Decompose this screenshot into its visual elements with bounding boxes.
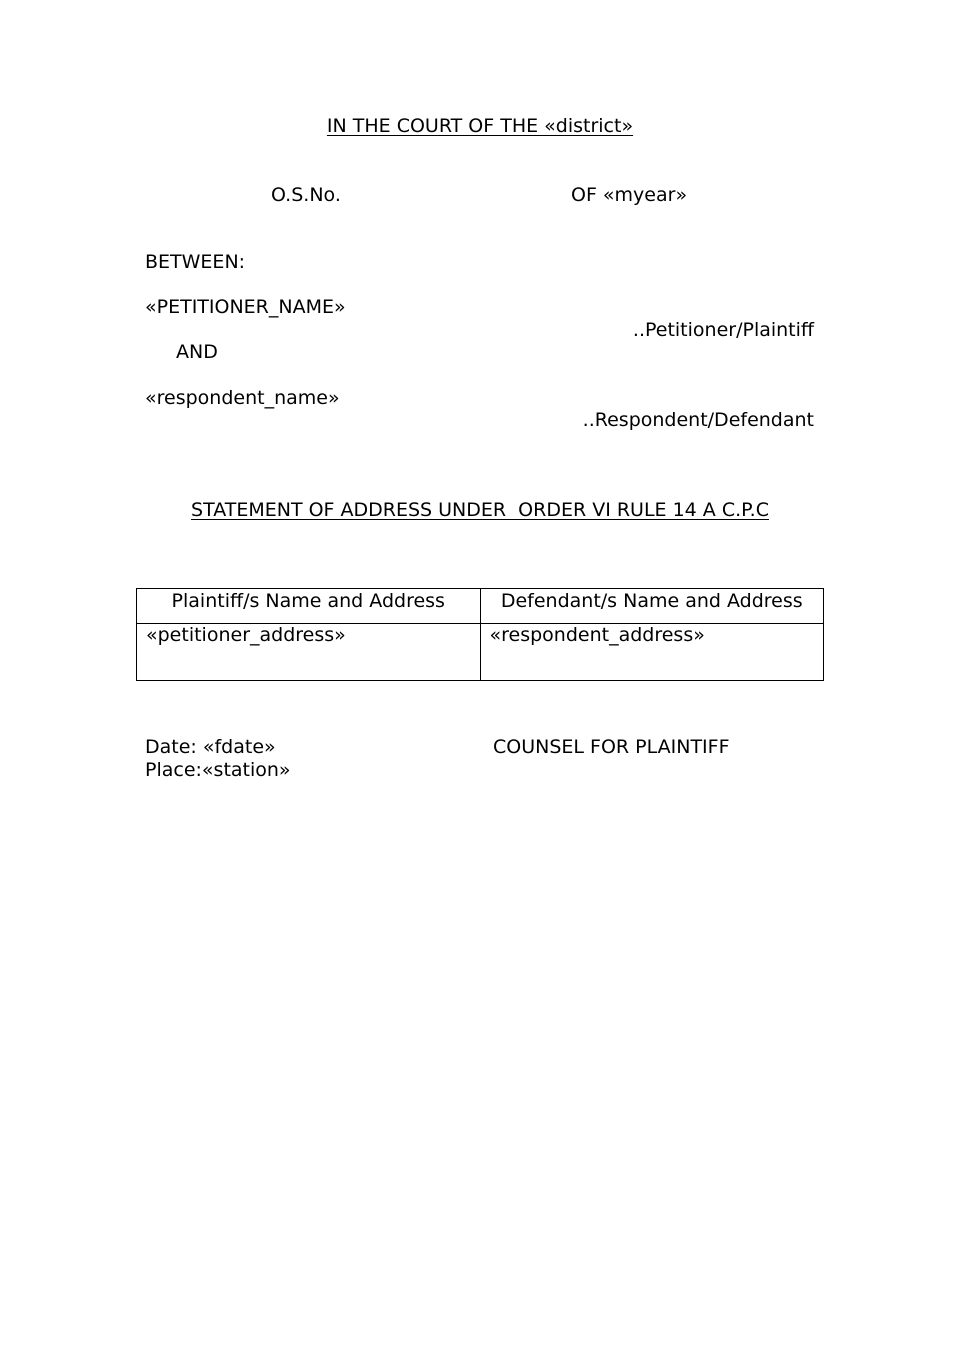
respondent-address-cell: «respondent_address»: [480, 624, 824, 681]
respondent-name: «respondent_name»: [145, 387, 340, 409]
table-header-row: [137, 589, 824, 624]
statement-title: STATEMENT OF ADDRESS UNDER ORDER VI RULE 14 A C.P.C: [191, 499, 769, 521]
between-label: BETWEEN:: [145, 251, 246, 273]
petitioner-role: ..Petitioner/Plaintiff: [632, 319, 814, 341]
plaintiff-header-cell: Plaintiff/s Name and Address: [137, 589, 481, 624]
address-table: [136, 588, 824, 681]
table-row: [137, 624, 824, 681]
defendant-header-cell: Defendant/s Name and Address: [480, 589, 824, 624]
case-year-label: OF «myear»: [571, 184, 688, 206]
respondent-role: ..Respondent/Defendant: [582, 409, 814, 431]
os-number-label: O.S.No.: [271, 184, 341, 206]
petitioner-name: «PETITIONER_NAME»: [145, 296, 346, 318]
date-line: Date: «fdate»: [145, 736, 276, 758]
place-line: Place:«station»: [145, 759, 291, 781]
court-title: IN THE COURT OF THE «district»: [326, 115, 634, 137]
counsel-label: COUNSEL FOR PLAINTIFF: [493, 736, 730, 758]
petitioner-address-cell: «petitioner_address»: [137, 624, 481, 681]
and-label: AND: [176, 341, 218, 363]
